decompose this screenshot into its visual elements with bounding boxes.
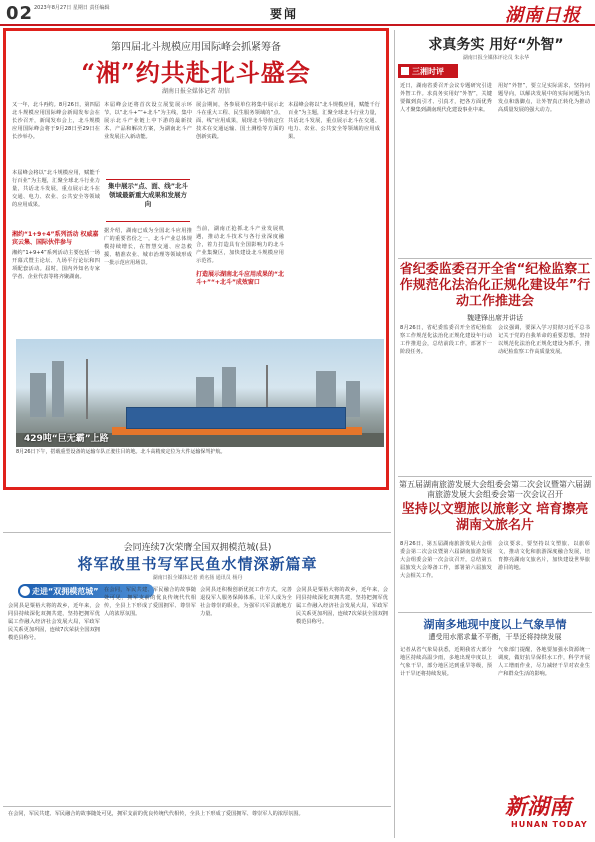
news-photo[interactable]	[16, 339, 384, 447]
photo-building	[52, 361, 64, 417]
inset-rule-top	[106, 179, 190, 180]
story2-col-3: 会同县还积极创新优抚工作方式，完善退役军人服务保障体系，让军人成为全社会尊崇的职业，为强军兴军贡献地方力量。	[200, 587, 292, 617]
photo-caption: 8月26日下午，搭载重型设备的运输车队正驶往目的地。北斗高精度定位为大件运输保驾护航。	[16, 449, 226, 455]
story2-col-1: 会同县是粟裕大将的故乡，近年来，会同县持续深化双拥共建，坚持把拥军优属工作融入经济社会发展大局，军政军民关系更加巩固，连续7次荣获全国双拥模范县称号。	[8, 603, 100, 641]
weather-col-2: 气象部门提醒，各地要加强水资源统一调度，做好抗旱保供水工作，科学开展人工增雨作业，尽力减轻干旱对农业生产和群众生活的影响。	[498, 647, 590, 677]
meeting-col-1: 8月26日，省纪委监委召开全省纪检监察工作规范化法治化正规化建设年行动工作推进会，总结前段工作，部署下一阶段任务。	[400, 325, 492, 355]
story2-col-2: 在会同，军民共建、军民融合的故事随处可见，拥军支前的优良传统代代相传，全县上下形成了爱国拥军、尊崇军人的浓厚氛围。	[104, 587, 196, 617]
lead-col-4-para-1: 本届峰会将以“北斗规模应用，赋能千行百业”为主题，汇聚全球北斗行业力量，共话北斗发展，重点展示北斗在交通、电力、农业、公共安全等领域的应用成果。	[288, 102, 380, 140]
story2-kicker: 会同连续7次荣膺全国双拥模范城(县)	[123, 543, 272, 553]
column-badge	[398, 64, 458, 78]
meeting-headline[interactable]: 省纪委监委召开全省“纪检监察工作规范化法治化正规化建设年”行动工作推进会	[399, 262, 591, 309]
story2-byline: 湖南日报全媒体记者 黄名扬 通讯员 杨丹	[152, 575, 243, 581]
lead-col-2-para-2: 据介绍，湖南已成为全国北斗应用推广的重要省份之一，北斗产业总体规模持续增长，在智慧交通、应急救援、精准农业、城市治理等领域形成一批示范应用场景。	[104, 228, 192, 266]
commentary-byline: 湖南日报全媒体评论员 朱永华	[462, 55, 530, 61]
lead-headline[interactable]: “湘”约共赴北斗盛会	[81, 58, 311, 87]
lead-story-box[interactable]	[3, 28, 389, 490]
footer-logo-cn: 新湖南	[505, 794, 572, 820]
page-number: 02	[6, 3, 34, 24]
story2-headline[interactable]: 将军故里书写军民鱼水情深新篇章	[77, 555, 318, 573]
commentary-col-2: 用好“外智”，要立足实际需求，坚持问题导向，以解决发展中的实际问题为出发点和落脚点，让外智真正转化为推动高质量发展的强大动力。	[498, 83, 590, 113]
meeting-subhead: 魏建锋出席并讲话	[467, 314, 523, 322]
congress-headline[interactable]: 坚持以文塑旅以旅彰文 培育擦亮湖南文旅名片	[401, 502, 589, 533]
lead-byline: 湖南日报全媒体记者 胡信	[162, 88, 230, 95]
commentary-headline[interactable]: 求真务实 用好“外智”	[428, 37, 564, 53]
photo-building	[346, 381, 360, 417]
congress-kicker: 第五届湖南旅游发展大会组委会第二次会议暨第六届湖南旅游发展大会组委会第一次会议召开	[399, 480, 591, 499]
lead-col-1-para-2: 本届峰会将以“北斗规模应用，赋能千行百业”为主题，汇聚全球北斗行业力量，共话北斗发展，重点展示北斗在交通、电力、农业、公共安全等领域的应用成果。	[12, 170, 100, 208]
photo-building	[30, 373, 46, 417]
badge-icon	[401, 67, 409, 75]
photo-pole	[86, 359, 88, 419]
lead-col-3-para-1: 展会期间，各参展单位将集中展示北斗在重大工程、民生服务领域的“点、面、线”应用成果，展现北斗导航定位技术在交通运输、国土测绘等方面的创新实践。	[196, 102, 284, 140]
masthead-logo: 湖南日报	[505, 5, 581, 26]
section-divider	[3, 532, 391, 533]
footer-logo-en: HUNAN TODAY	[511, 820, 588, 829]
weather-subhead: 遭受用水需求量不平衡，干旱还将持续发展	[428, 633, 562, 641]
weather-col-1: 记者从省气象局获悉，近期我省大部分地区持续高温少雨，多地出现中度以上气象干旱，部分地区达到重旱等级，预计干旱还将持续发展。	[400, 647, 492, 677]
footer-logo	[505, 790, 593, 838]
meeting-col-2: 会议强调，要深入学习贯彻习近平总书记关于党的自我革命的重要思想，坚持以规范化法治化正规化建设为抓手，推动纪检监察工作高质量发展。	[498, 325, 590, 355]
right-divider-2	[398, 476, 592, 477]
lead-subhead-1: 湘约“1+9+4”系列活动 权威嘉宾云集、国际伙伴参与	[12, 231, 99, 246]
lead-kicker: 第四届北斗规模应用国际峰会抓紧筹备	[111, 42, 281, 53]
bottom-divider	[3, 806, 391, 807]
commentary-col-1: 近日，湖南省委召开会议专题研究引进外智工作。求真务实用好“外智”，关键要做到真引才、引真才，把各方面优秀人才聚集到湖南现代化建设事业中来。	[400, 83, 492, 113]
lead-subhead-2: 打造展示湖南北斗应用成果的“北斗+”“+北斗”成效窗口	[196, 271, 284, 286]
badge-label: 三湘时评	[412, 67, 444, 76]
congress-col-1: 8月26日，第五届湖南旅游发展大会组委会第二次会议暨第六届湖南旅游发展大会组委会第一次会议召开，总结第五届旅发大会筹备工作，部署第六届旅发大会相关工作。	[400, 541, 492, 579]
weather-headline[interactable]: 湖南多地现中度以上气象旱情	[423, 618, 567, 631]
banner-label: 走进“双拥模范城”	[32, 587, 99, 596]
section-title: 要闻	[270, 7, 299, 21]
right-divider-3	[398, 612, 592, 613]
photo-heavy-cargo	[126, 407, 346, 429]
congress-col-2: 会议要求，要坚持以文塑旅、以旅彰文，推动文化和旅游深度融合发展，培育擦亮湖南文旅名片，加快建设世界旅游目的地。	[498, 541, 590, 571]
continued-text: 在会同，军民共建、军民融合的故事随处可见，拥军支前的优良传统代代相传，全县上下形成了爱国拥军、尊崇军人的浓厚氛围。	[8, 811, 304, 817]
column-divider	[394, 30, 395, 838]
inset-rule-bottom	[106, 221, 190, 222]
page-header	[0, 0, 595, 26]
lead-col-3-para-2: 当前，湖南正抢抓北斗产业发展机遇，推动北斗技术与各行业深度融合，着力打造具有全国影响力的北斗产业集聚区，加快建设北斗规模应用示范省。	[196, 226, 284, 264]
lead-col-1-para-1: 又一年，北斗再约。8月26日，第四届北斗规模应用国际峰会新闻发布会在长沙召开，新闻发布会上，北斗规模应用国际峰会将于9月28日至29日在长沙举办。	[12, 102, 100, 140]
story2-col-4: 会同县是粟裕大将的故乡，近年来，会同县持续深化双拥共建，坚持把拥军优属工作融入经济社会发展大局，军政军民关系更加巩固，连续7次荣获全国双拥模范县称号。	[296, 587, 388, 625]
date-line: 2023年8月27日 星期日 责任编辑	[34, 5, 110, 11]
photo-label: 429吨“巨无霸”上路	[24, 434, 109, 444]
lead-col-2-para-1: 本届峰会还将首次设立展览展示环节，以“北斗+”“+北斗”为主线，集中展示北斗产业链上中下游的最新技术、产品和解决方案，为湖南北斗产业发展注入新动能。	[104, 102, 192, 140]
inset-title: 集中展示“点、面、线”北斗领域最新重大成果和发展方向	[107, 182, 189, 208]
lead-col-1-para-3: 湘约“1+9+4”系列活动主要包括一场开幕式暨主论坛、九场平行论坛和四项配套活动。届时，国内外知名专家学者、企业代表等将齐聚湖南。	[12, 250, 100, 280]
banner-icon	[20, 586, 30, 596]
right-divider-1	[398, 258, 592, 259]
